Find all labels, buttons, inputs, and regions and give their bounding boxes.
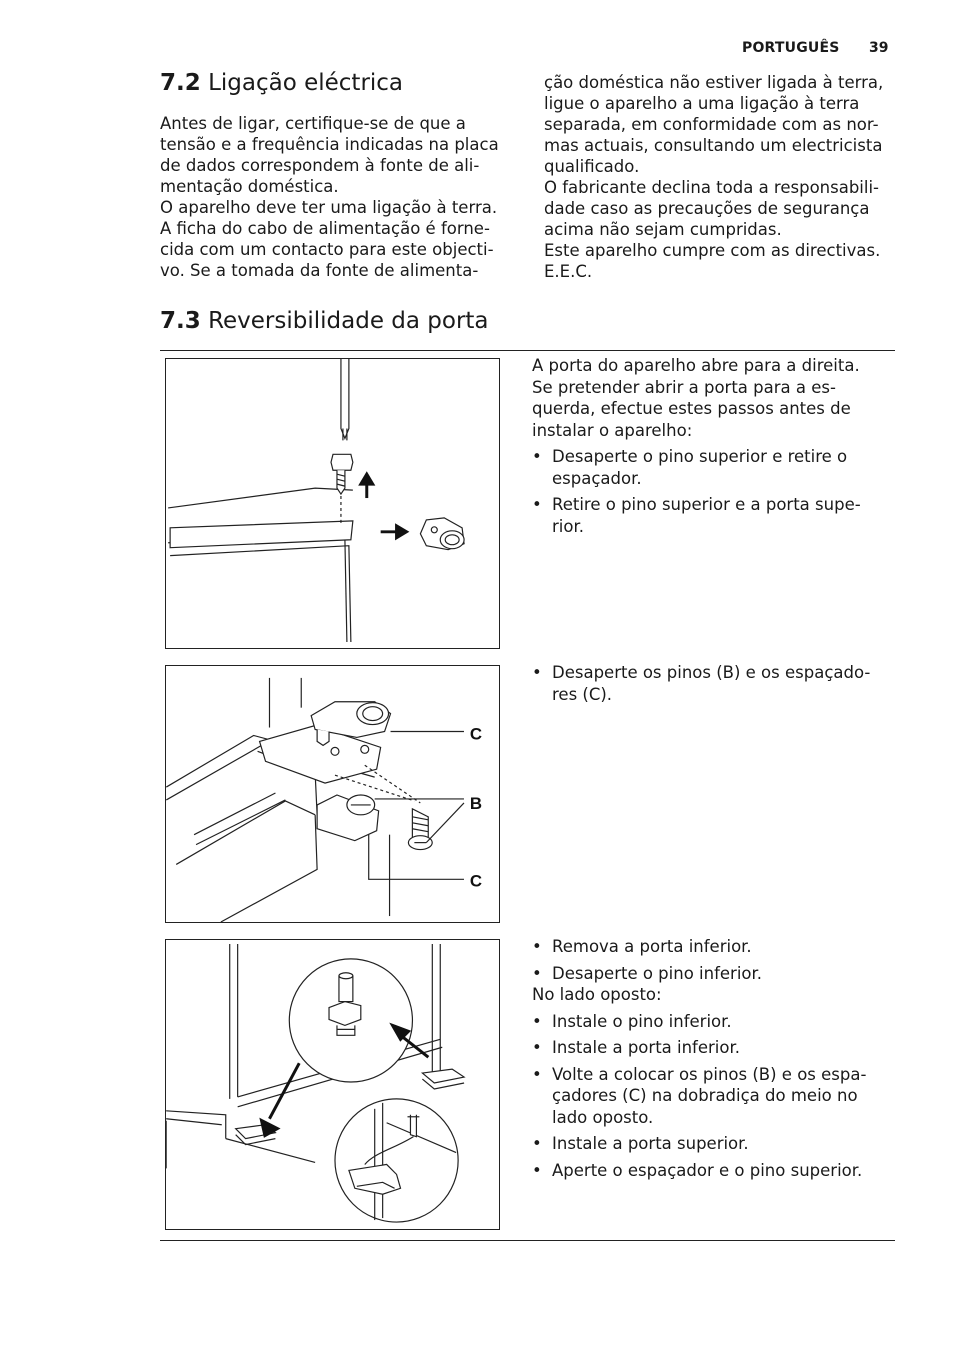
text-line: ligue o aparelho a uma ligação à terra: [544, 94, 860, 113]
bullet-icon: •: [532, 495, 542, 514]
text-line: res (C).: [552, 684, 613, 704]
text-line: Retire o pino superior e a porta supe-: [552, 495, 861, 514]
middle-hinge-illustration: [166, 666, 499, 922]
bullet-icon: •: [532, 1160, 542, 1180]
text-line: Volte a colocar os pinos (B) e os espa-: [552, 1064, 867, 1084]
text-line: Se pretender abrir a porta para a es-: [532, 377, 836, 397]
text-line: vo. Se a tomada da fonte de alimenta-: [160, 261, 479, 280]
bullet-icon: •: [532, 937, 542, 956]
figure-middle-hinge: [165, 665, 500, 923]
text-line: A ficha do cabo de alimentação é forne-: [160, 219, 490, 238]
section-7-2-number: 7.2: [160, 70, 201, 96]
text-line: rior.: [552, 516, 584, 536]
text-line: separada, em conformidade com as nor-: [544, 115, 879, 134]
text-line: qualificado.: [544, 157, 640, 176]
figure-bottom-hinge: [165, 939, 500, 1230]
bullet-icon: •: [532, 1134, 542, 1153]
text-line: ção doméstica não estiver ligada à terra,: [544, 73, 884, 92]
opposite-side-label: No lado oposto:: [532, 985, 662, 1004]
text-line: cida com um contacto para este objecti-: [160, 240, 494, 259]
text-line: Desaperte os pinos (B) e os espaçado-: [552, 663, 871, 682]
text-line: Aperte o espaçador e o pino superior.: [552, 1160, 863, 1180]
bottom-hinge-illustration: [166, 940, 499, 1229]
bullet-icon: •: [532, 1064, 542, 1084]
text-line: Este aparelho cumpre com as directivas.: [544, 241, 881, 260]
section-7-2-right-paragraph: [544, 72, 883, 282]
text-line: dade caso as precauções de segurança: [544, 199, 870, 218]
text-line: mentação doméstica.: [160, 177, 339, 196]
bottom-divider: [160, 1240, 895, 1241]
bullet-icon: •: [532, 1038, 542, 1057]
list-item: [532, 963, 892, 985]
list-item: [532, 1064, 892, 1129]
text-line: mas actuais, consultando um electricista: [544, 136, 883, 155]
page-number: 39: [869, 40, 889, 56]
text-line: lado oposto.: [552, 1107, 654, 1127]
bullet-icon: •: [532, 447, 542, 466]
list-item: [532, 1037, 892, 1059]
section-7-3-heading: Reversibilidade da porta: [208, 308, 489, 334]
bullet-icon: •: [532, 663, 542, 682]
top-divider: [160, 350, 895, 351]
text-line: E.E.C.: [544, 262, 593, 281]
list-item: [532, 494, 892, 537]
text-line: O fabricante declina toda a responsabili-: [544, 178, 880, 197]
figure-remove-top-pin: [165, 358, 500, 649]
step-2-text: [532, 657, 892, 705]
text-line: Antes de ligar, certifique-se de que a: [160, 114, 466, 133]
text-line: acima não sejam cumpridas.: [544, 220, 782, 239]
text-line: Instale a porta superior.: [552, 1134, 749, 1153]
section-7-2-left-paragraph: [160, 113, 499, 281]
text-line: O aparelho deve ter uma ligação à terra.: [160, 198, 498, 217]
text-line: çadores (C) na dobradiça do meio no: [552, 1086, 858, 1105]
text-line: Instale o pino inferior.: [552, 1011, 732, 1031]
list-item: [532, 662, 892, 705]
list-item: [532, 446, 892, 489]
bullet-icon: •: [532, 963, 542, 983]
list-item: [532, 936, 892, 958]
label-c-bottom: C: [469, 871, 483, 891]
text-line: Remova a porta inferior.: [552, 937, 752, 956]
section-7-2-heading: Ligação eléctrica: [208, 70, 404, 96]
list-item: [532, 1160, 892, 1182]
text-line: querda, efectue estes passos antes de: [532, 399, 851, 418]
section-7-2-title: [160, 70, 403, 96]
text-line: tensão e a frequência indicadas na placa: [160, 135, 499, 154]
step-1-intro: [532, 355, 892, 441]
header-language: PORTUGUÊS: [742, 40, 840, 56]
text-line: Desaperte o pino superior e retire o: [552, 447, 848, 466]
text-line: A porta do aparelho abre para a direita.: [532, 356, 860, 375]
label-b: B: [469, 793, 483, 813]
top-pin-illustration: [166, 359, 499, 648]
section-7-3-number: 7.3: [160, 308, 201, 334]
text-line: Instale a porta inferior.: [552, 1038, 740, 1057]
step-1-text: [532, 355, 892, 537]
text-line: Desaperte o pino inferior.: [552, 963, 763, 983]
step-3-text: [532, 931, 892, 1181]
section-7-3-title: [160, 308, 489, 334]
text-line: de dados correspondem à fonte de ali-: [160, 156, 480, 175]
label-c-top: C: [469, 724, 483, 744]
bullet-icon: •: [532, 1011, 542, 1031]
text-line: espaçador.: [552, 468, 642, 488]
list-item: [532, 1133, 892, 1155]
text-line: instalar o aparelho:: [532, 420, 693, 440]
list-item: [532, 1011, 892, 1033]
